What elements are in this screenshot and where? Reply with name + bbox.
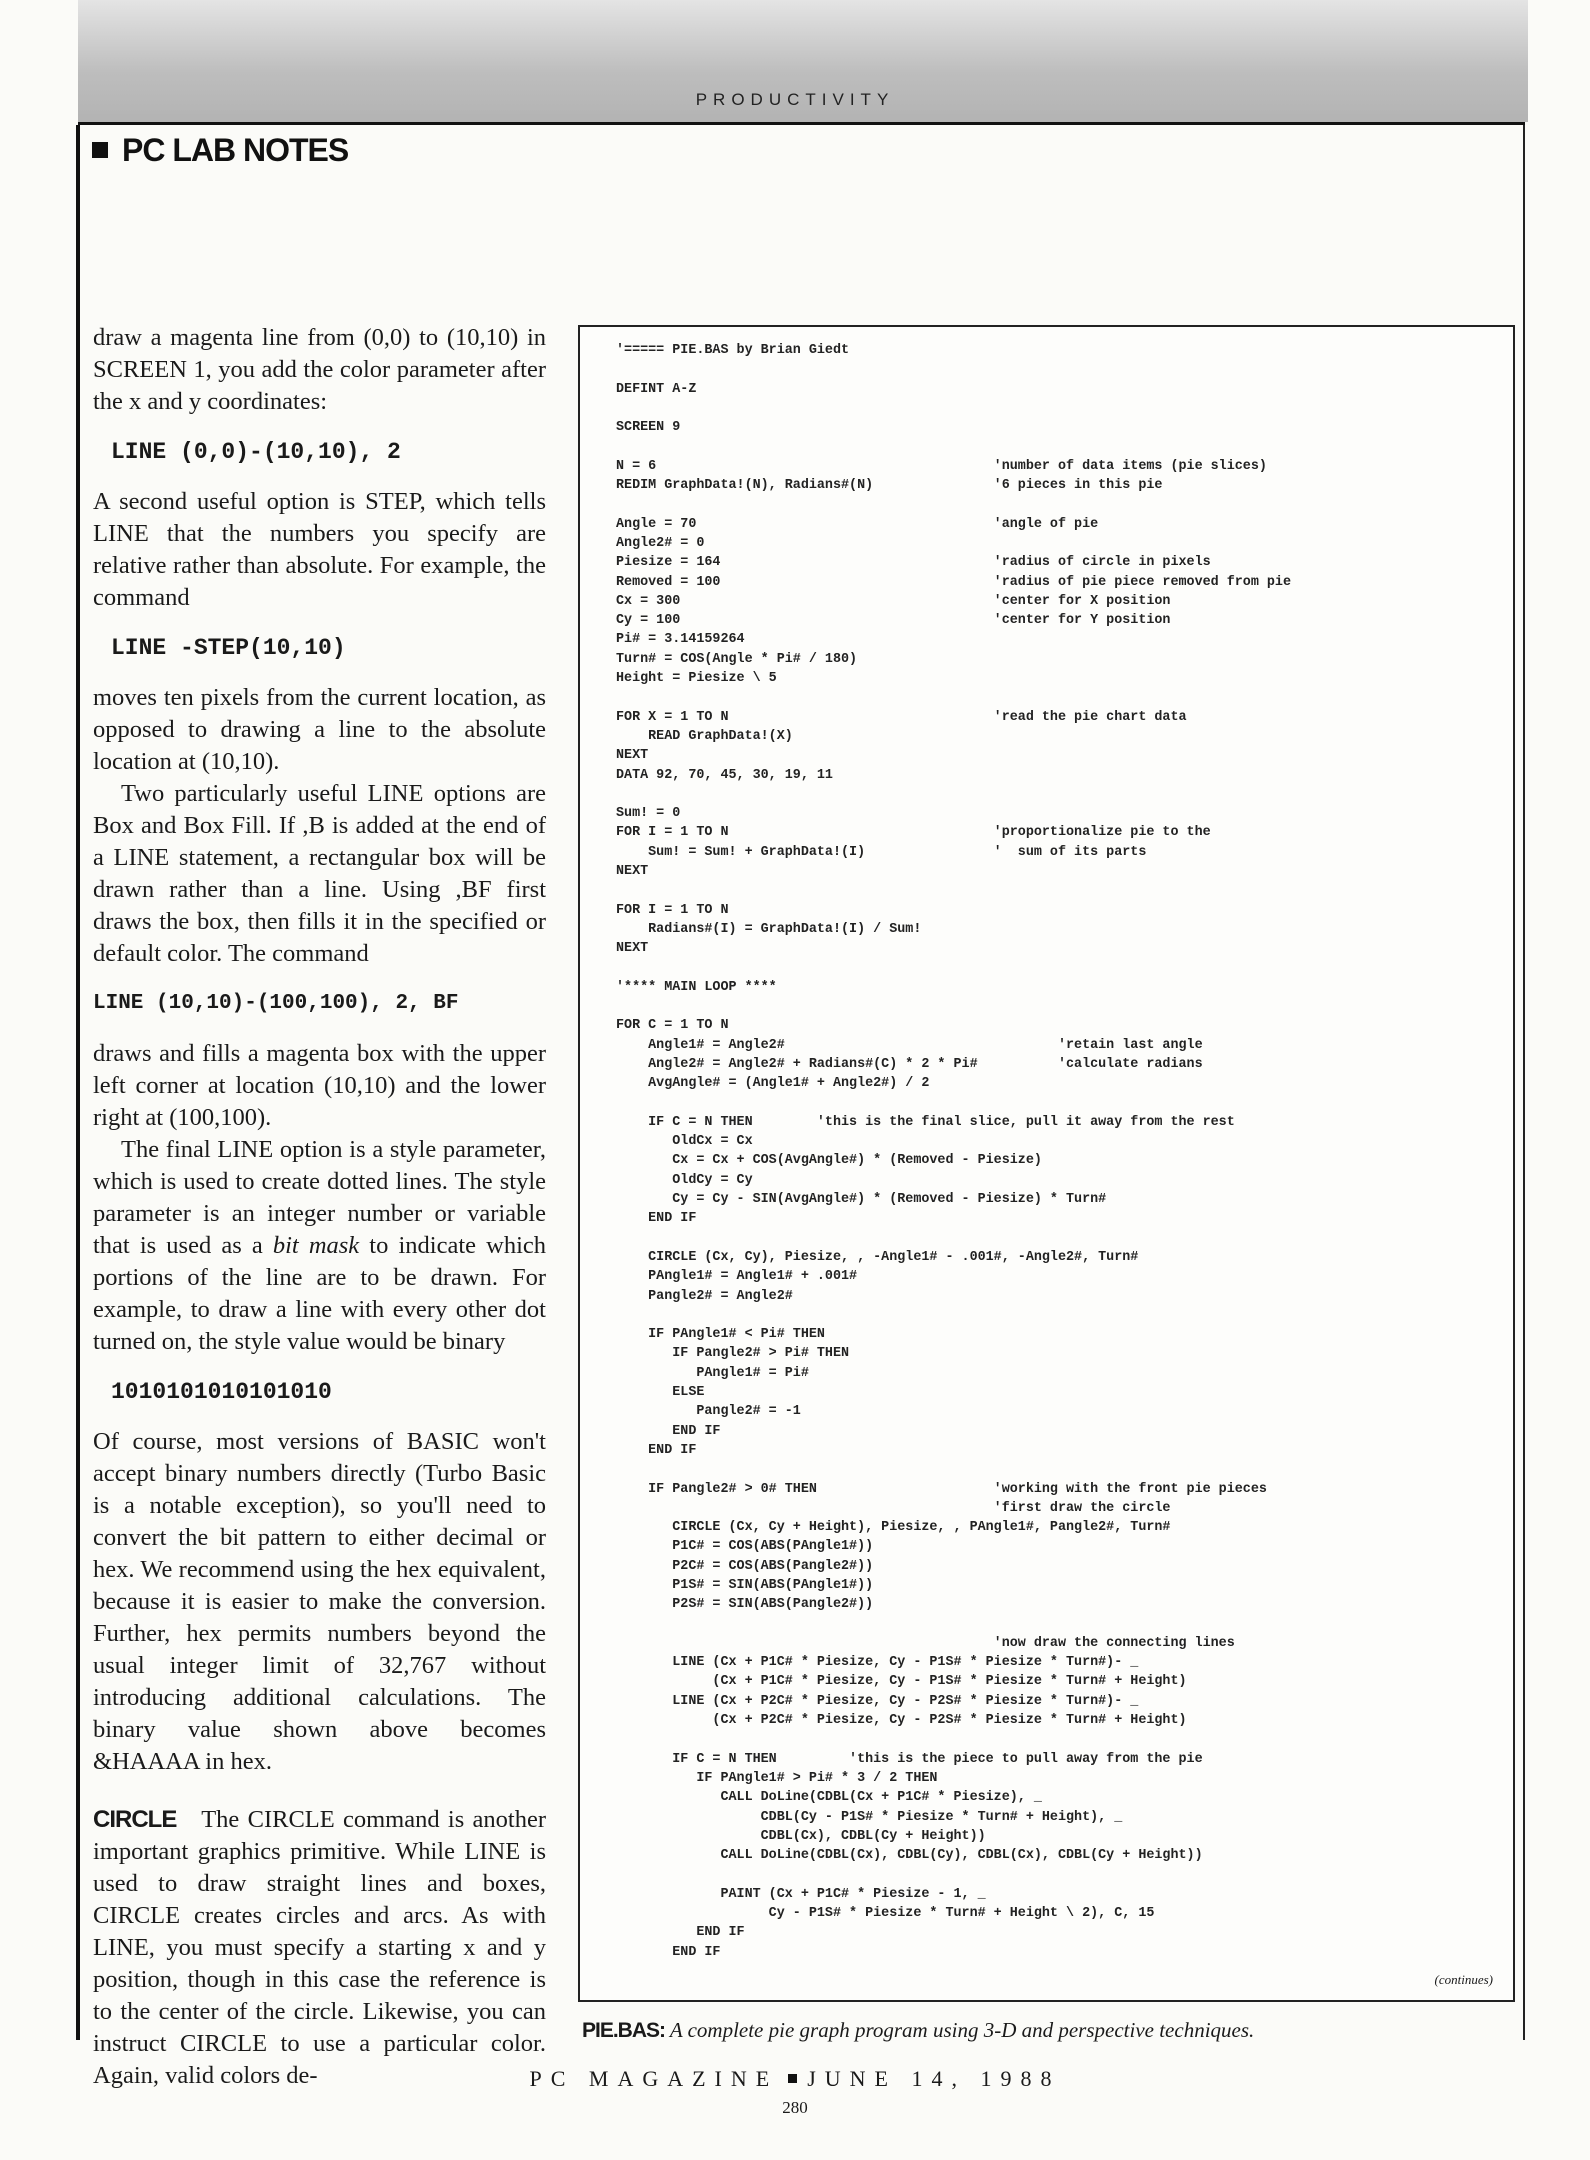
page-footer [0,2066,1590,2092]
listing-caption [582,2018,1254,2043]
article-body [93,322,546,2092]
subhead: CIRCLE [93,1806,177,1833]
magazine-name: PC MAGAZINE [529,2066,779,2091]
continues-note: (continues) [1434,1972,1493,1987]
paragraph: draw a magenta line from (0,0) to (10,10) in SCREEN 1, you add the color parameter after the x and y coordinates: [93,324,546,415]
code-sample: LINE (0,0)-(10,10), 2 [111,439,401,465]
text-run: The final LINE option is a style parameter, which is used to create dotted lines. The style parameter is an integer number or variable that is used as a [93,1136,546,1259]
paragraph [93,1804,546,2092]
caption-text: A complete pie graph program using 3-D and perspective techniques. [665,2018,1255,2042]
paragraph: moves ten pixels from the current location, as opposed to drawing a line to the absolute location at (10,10). [93,684,546,775]
left-rule [76,125,80,2040]
text-run: to indicate which portions of the line are to be drawn. For example, to draw a line with every other dot turned on, the style value would be binary [93,1232,547,1355]
code-sample: LINE (10,10)-(100,100), 2, BF [93,992,459,1015]
paragraph: A second useful option is STEP, which tells LINE that the numbers you specify are relative rather than absolute. For example, the command [93,488,546,611]
page-number: 280 [782,2098,808,2117]
department-text: PC LAB NOTES [122,132,349,168]
bullet-square-icon [92,142,108,158]
right-rule [1523,125,1525,2040]
bullet-square-icon [788,2074,797,2083]
department-title [92,132,348,169]
program-listing-box [578,325,1515,2002]
code-sample: LINE -STEP(10,10) [111,635,346,661]
code-sample: 1010101010101010 [111,1379,332,1405]
text-run: The CIRCLE command is another important graphics primitive. While LINE is used to draw straight lines and boxes, CIRCLE creates circles and arcs. As with LINE, you must specify a starting x and y position, though in this case the reference is to the center of the circle. Likewise, you can instruct CIRCLE to use a particular color. Again, valid colors de- [93,1806,547,2089]
paragraph: Of course, most versions of BASIC won't accept binary numbers directly (Turbo Basic is a notable exception), so you'll need to convert the bit pattern to either decimal or hex. We recommend using the hex equivalent, because it is easier to make the conversion. Further, hex permits numbers beyond the usual integer limit of 32,767 without introducing additional calculations. The binary value shown above becomes &HAAAA in hex. [93,1428,546,1775]
emphasis: bit mask [272,1232,360,1259]
issue-date: JUNE 14, 1988 [807,2066,1061,2091]
paragraph: draws and fills a magenta box with the upper left corner at location (10,10) and the lower right at (100,100). [93,1040,546,1131]
header-rule [78,122,1525,125]
paragraph [93,1134,546,1358]
paragraph: Two particularly useful LINE options are Box and Box Fill. If ,B is added at the end of a LINE statement, a rectangular box will be drawn rather than a line. Using ,BF first draws the box, then fills it in the specified or default color. The command [93,780,546,967]
section-label: PRODUCTIVITY [695,90,895,109]
program-listing: '===== PIE.BAS by Brian Giedt DEFINT A-Z SCREEN 9 N = 6 'number of data items (pie slices) REDIM GraphData!(N), Radians#(N) '6 pieces in this pie Angle = 70 'angle of pie Angle2# = 0 Piesize = 164 'radius of circle in pixels Removed = 100 'radius of pie piece removed from pie Cx = 300 'center for X position Cy = 100 'center for Y position Pi# = 3.14159264 Turn# = COS(Angle * Pi# / 180) Height = Piesize \ 5 FOR X = 1 TO N 'read the pie chart data READ GraphData!(X) NEXT DATA 92, 70, 45, 30, 19, 11 Sum! = 0 FOR I = 1 TO N 'proportionalize pie to the Sum! = Sum! + GraphData!(I) ' sum of its parts NEXT FOR I = 1 TO N Radians#(I) = GraphData!(I) / Sum! NEXT '**** MAIN LOOP **** FOR C = 1 TO N Angle1# = Angle2# 'retain last angle Angle2# = Angle2# + Radians#(C) * 2 * Pi# 'calculate radians AvgAngle# = (Angle1# + Angle2#) / 2 IF C = N THEN 'this is the final slice, pull it away from the rest OldCx = Cx Cx = Cx + COS(AvgAngle#) * (Removed - Piesize) OldCy = Cy Cy = Cy - SIN(AvgAngle#) * (Removed - Piesize) * Turn# END IF CIRCLE (Cx, Cy), Piesize, , -Angle1# - .001#, -Angle2#, Turn# PAngle1# = Angle1# + .001# Pangle2# = Angle2# IF PAngle1# < Pi# THEN IF Pangle2# > Pi# THEN PAngle1# = Pi# ELSE Pangle2# = -1 END IF END IF IF Pangle2# > 0# THEN 'working with the front pie pieces 'first draw the circle CIRCLE (Cx, Cy + Height), Piesize, , PAngle1#, Pangle2#, Turn# P1C# = COS(ABS(PAngle1#)) P2C# = COS(ABS(Pangle2#)) P1S# = SIN(ABS(PAngle1#)) P2S# = SIN(ABS(Pangle2#)) 'now draw the connecting lines LINE (Cx + P1C# * Piesize, Cy - P1S# * Piesize * Turn#)- _ (Cx + P1C# * Piesize, Cy - P1S# * Piesize * Turn# + Height) LINE (Cx + P2C# * Piesize, Cy - P2S# * Piesize * Turn#)- _ (Cx + P2C# * Piesize, Cy - P2S# * Piesize * Turn# + Height) IF C = N THEN 'this is the piece to pull away from the pie IF PAngle1# > Pi# * 3 / 2 THEN CALL DoLine(CDBL(Cx + P1C# * Piesize), _ CDBL(Cy - P1S# * Piesize * Turn# + Height), _ CDBL(Cx), CDBL(Cy + Height)) CALL DoLine(CDBL(Cx), CDBL(Cy), CDBL(Cx), CDBL(Cy + Height)) PAINT (Cx + P1C# * Piesize - 1, _ Cy - P1S# * Piesize * Turn# + Height \ 2), C, 15 END IF END IF [616,343,1291,1960]
caption-label: PIE.BAS: [582,2019,666,2042]
